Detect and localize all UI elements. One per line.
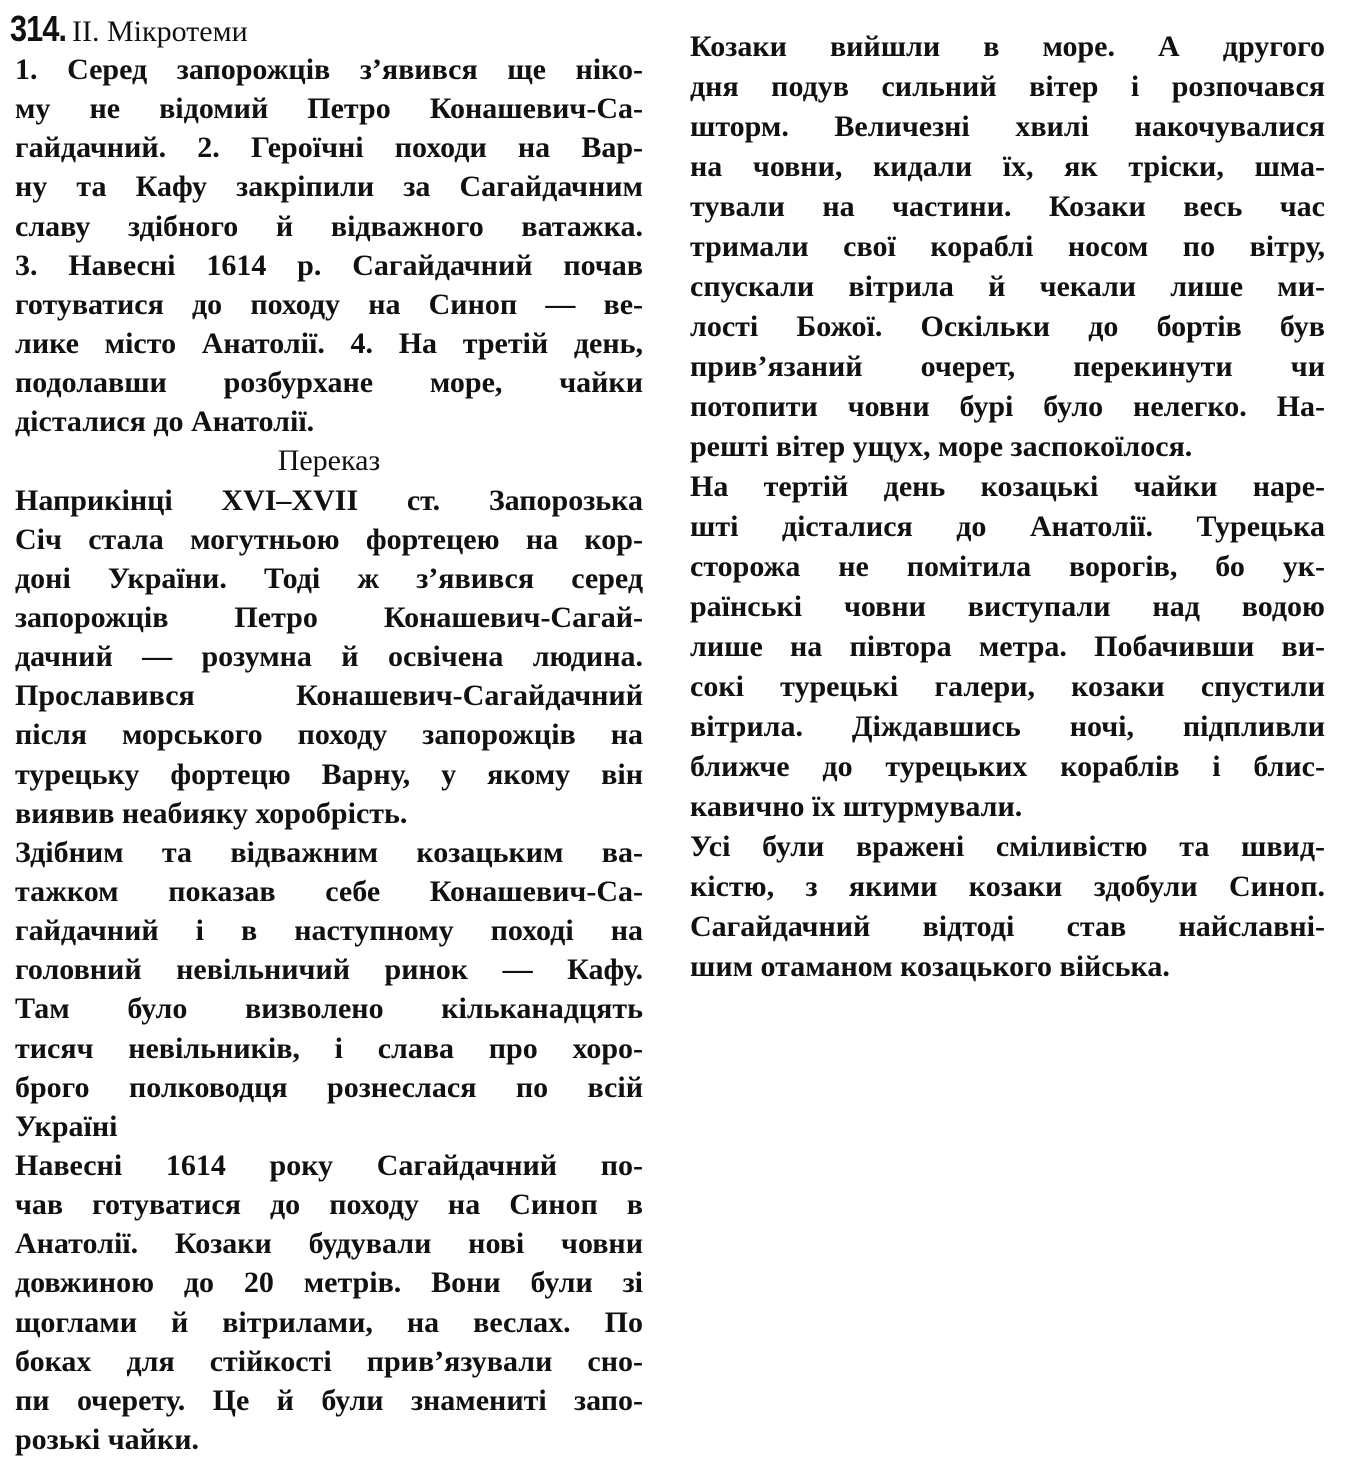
text-line: Прославився Конашевич-Сагайдачний [15,679,643,713]
text-line: сокі турецькі галери, козаки спустили [690,670,1325,703]
text-line: Сагайдачний відтоді став найславні- [690,910,1325,943]
text-line: шим отаманом козацького війська. [690,950,1170,983]
text-line: Усі були вражені сміливістю та швид- [690,830,1325,863]
left-text-column [15,50,643,1459]
exercise-title: ІІ. Мікротеми [72,15,248,48]
text-line: тримали свої кораблі носом по вітру, [690,230,1325,263]
text-line: Там було визволено кільканадцять [15,992,643,1026]
text-line: шті дісталися до Анатолії. Турецька [690,510,1325,543]
text-line: подолавши розбурхане море, чайки [15,366,643,400]
text-line: 1. Серед запорожців з’явився ще ніко- [15,53,643,86]
text-line: лості Божої. Оскільки до бортів був [690,310,1325,343]
text-line: спускали вітрила й чекали лише ми- [690,270,1325,303]
exercise-heading [10,8,248,48]
text-line: гайдачний і в наступному поході на [15,914,643,948]
text-line: ну та Кафу закріпили за Сагайдачним [15,170,643,204]
text-line: Україні [15,1109,118,1143]
text-line: головний невільничий ринок — Кафу. [15,953,643,987]
text-line: дня подув сильний вітер і розпочався [690,70,1325,103]
text-line: брого полководця рознеслася по всій [15,1070,643,1104]
text-line: шторм. Величезні хвилі накочувалися [690,110,1325,143]
text-line: доні України. Тоді ж з’явився серед [15,561,643,595]
text-line: довжиною до 20 метрів. Вони були зі [15,1266,643,1300]
text-line: розькі чайки. [15,1422,199,1456]
section-heading: Переказ [277,444,381,478]
text-line: Навесні 1614 року Сагайдачний по- [15,1148,643,1182]
text-line: прив’язаний очерет, перекинути чи [690,350,1325,383]
text-line: гайдачний. 2. Героїчні походи на Вар- [15,131,643,165]
text-line: тували на частини. Козаки весь час [690,190,1325,223]
text-line: виявив неабияку хоробрість. [15,796,408,830]
text-line: чав готуватися до походу на Синоп в [15,1188,643,1222]
text-line: решті вітер ущух, море заспокоїлося. [690,430,1193,463]
text-line: кавично їх штурмували. [690,790,1023,823]
text-line: після морського походу запорожців на [15,718,643,752]
text-line: щоглами й вітрилами, на веслах. По [15,1305,643,1339]
text-line: Козаки вийшли в море. А другого [690,30,1325,63]
text-line: славу здібного й відважного ватажка. [15,209,643,243]
text-line: лике місто Анатолії. 4. На третій день, [15,326,643,360]
text-line: Наприкінці XVI–XVII ст. Запорозька [15,483,643,517]
text-line: на човни, кидали їх, як тріски, шма- [690,150,1325,183]
text-line: дісталися до Анатолії. [15,405,315,439]
text-line: лише на півтора метра. Побачивши ви- [690,630,1325,663]
text-line: Анатолії. Козаки будували нові човни [15,1227,643,1261]
text-line: ближче до турецьких кораблів і блис- [690,750,1325,783]
text-line: кістю, з якими козаки здобули Синоп. [690,870,1325,903]
text-line: пи очерету. Це й були знамениті запо- [15,1383,643,1417]
text-line: Здібним та відважним козацьким ва- [15,835,643,869]
text-line: На тертій день козацькі чайки наре- [690,470,1325,503]
text-line: потопити човни бурі було нелегко. На- [690,390,1325,423]
text-line: раїнські човни виступали над водою [690,590,1325,623]
text-line: турецьку фортецю Варну, у якому він [15,757,643,791]
text-line: вітрила. Діждавшись ночі, підпливли [690,710,1325,743]
text-line: готуватися до походу на Синоп — ве- [15,287,643,321]
text-line: 3. Навесні 1614 р. Сагайдачний почав [15,248,643,282]
text-line: запорожців Петро Конашевич-Сагай- [15,600,643,634]
text-line: дачний — розумна й освічена людина. [15,640,643,674]
text-line: боках для стійкості прив’язували сно- [15,1344,643,1378]
text-line: Січ стала могутньою фортецею на кор- [15,522,643,556]
text-line: му не відомий Петро Конашевич-Са- [15,92,643,126]
text-line: сторожа не помітила ворогів, бо ук- [690,550,1325,583]
text-line: тажком показав себе Конашевич-Са- [15,874,643,908]
text-line: тисяч невільників, і слава про хоро- [15,1031,643,1065]
right-text-column [690,27,1325,987]
exercise-number: 314. [10,8,67,49]
